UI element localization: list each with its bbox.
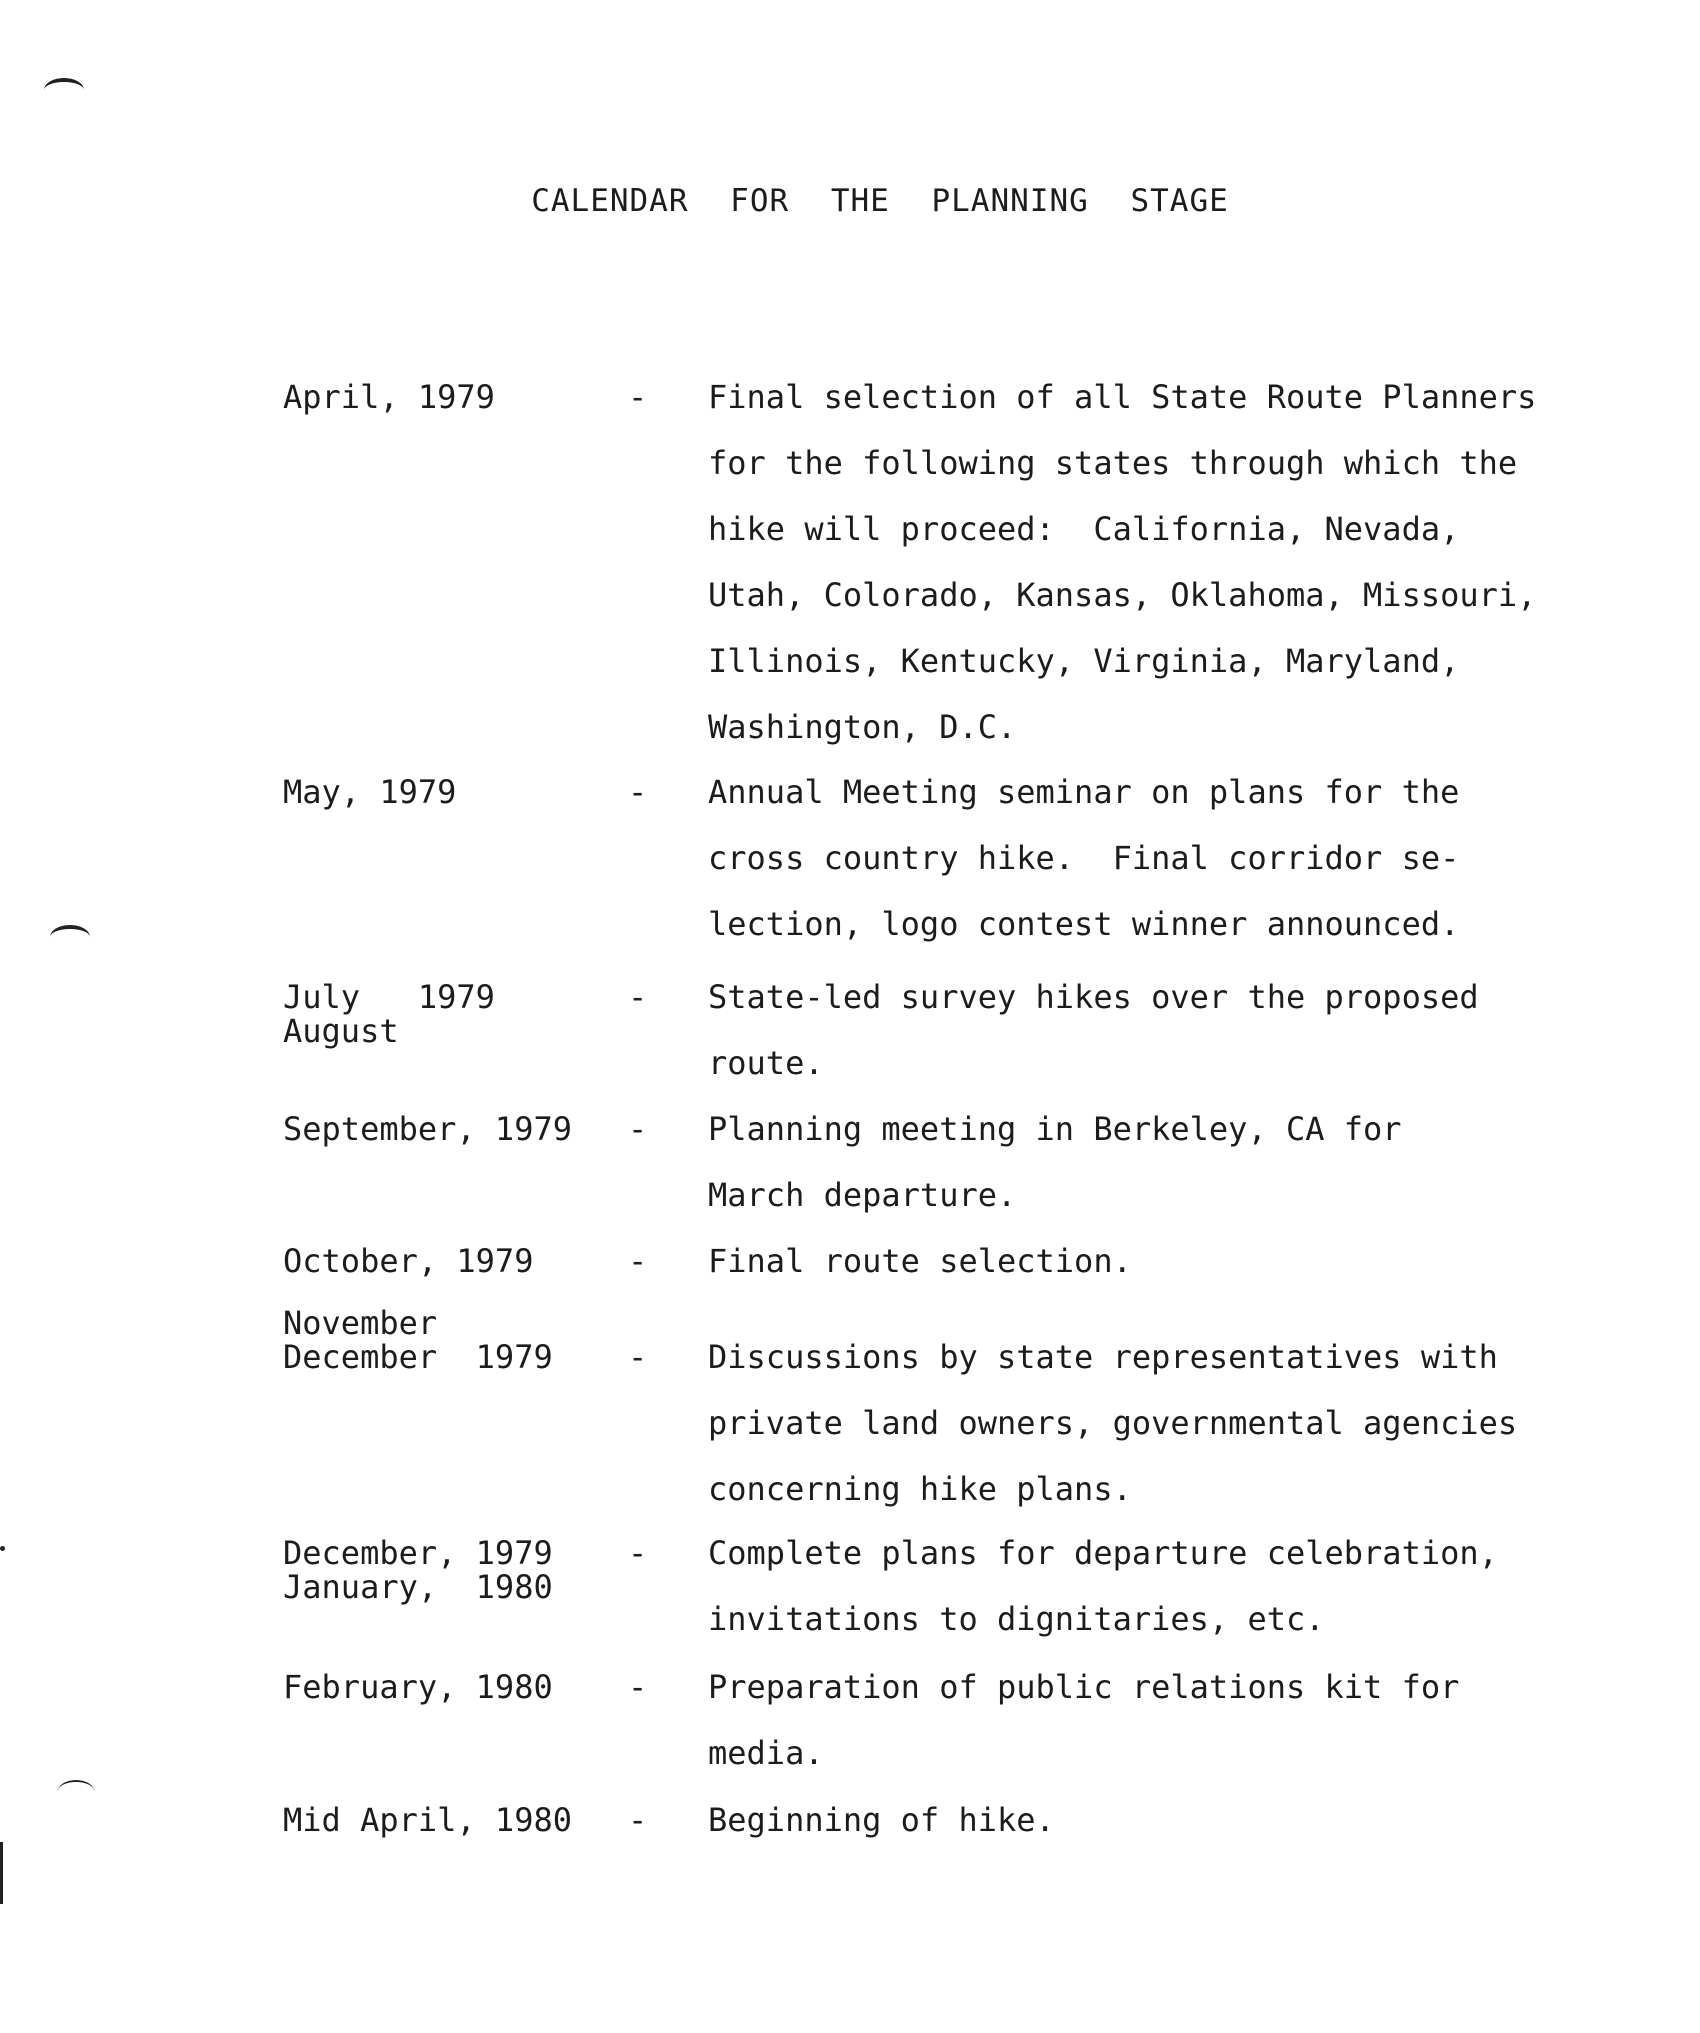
entry-description-line: Final selection of all State Route Planners — [708, 378, 1537, 416]
entry-dash: - — [628, 773, 648, 811]
entry-description — [708, 1654, 1613, 1786]
entry-dash: - — [628, 378, 648, 416]
entry-description-line: media. — [708, 1734, 824, 1772]
entry-description — [708, 759, 1613, 957]
entry-date-line: Mid April, 1980 — [283, 1801, 572, 1839]
entry-description-line: Final route selection. — [708, 1242, 1132, 1280]
entry-description — [708, 1520, 1613, 1652]
entry-date — [283, 380, 613, 414]
entry-description-line: March departure. — [708, 1176, 1017, 1214]
entry-description-line: route. — [708, 1044, 824, 1082]
entry-date — [283, 980, 613, 1048]
entry-date — [283, 1244, 613, 1278]
entry-date — [283, 1803, 613, 1837]
entry-description-line: private land owners, governmental agencies — [708, 1404, 1518, 1442]
entry-description-line: Illinois, Kentucky, Virginia, Maryland, — [708, 642, 1460, 680]
entry-date — [283, 1536, 613, 1604]
entry-dash: - — [628, 1242, 648, 1280]
entry-dash: - — [628, 1110, 648, 1148]
entry-date-line: September, 1979 — [283, 1110, 572, 1148]
entry-description-line: lection, logo contest winner announced. — [708, 905, 1460, 943]
entry-dash: - — [628, 1338, 648, 1376]
entry-description — [708, 1787, 1613, 1853]
entry-description-line: Annual Meeting seminar on plans for the — [708, 773, 1460, 811]
entry-date-line: October, 1979 — [283, 1242, 534, 1280]
entry-description-line: Utah, Colorado, Kansas, Oklahoma, Missouri, — [708, 576, 1537, 614]
binder-hole-mark — [50, 925, 90, 949]
entry-description-line: Preparation of public relations kit for — [708, 1668, 1460, 1706]
entry-date-line: April, 1979 — [283, 378, 495, 416]
entry-date-line: December, 1979 — [283, 1534, 553, 1572]
entry-description-line: Washington, D.C. — [708, 708, 1017, 746]
entry-date — [283, 1306, 613, 1374]
entry-date-line: August — [283, 1012, 399, 1050]
entry-description-line: concerning hike plans. — [708, 1470, 1132, 1508]
entry-description — [708, 1324, 1613, 1522]
entry-date-line: February, 1980 — [283, 1668, 553, 1706]
entry-description — [708, 364, 1613, 760]
entry-dash: - — [628, 1668, 648, 1706]
entry-date-line: November — [283, 1304, 438, 1342]
entry-description-line: State-led survey hikes over the proposed — [708, 978, 1479, 1016]
entry-date — [283, 775, 613, 809]
entry-description-line: Complete plans for departure celebration, — [708, 1534, 1498, 1572]
entry-description-line: Planning meeting in Berkeley, CA for — [708, 1110, 1402, 1148]
entry-date — [283, 1670, 613, 1704]
entry-description-line: Discussions by state representatives with — [708, 1338, 1498, 1376]
entry-dash: - — [628, 978, 648, 1016]
binder-hole-mark — [44, 78, 84, 102]
entry-dash: - — [628, 1801, 648, 1839]
entry-date-line: December 1979 — [283, 1338, 553, 1376]
entry-description — [708, 1228, 1613, 1294]
page-title: CALENDAR FOR THE PLANNING STAGE — [531, 183, 1229, 219]
entry-description — [708, 1096, 1613, 1228]
entry-description-line: cross country hike. Final corridor se- — [708, 839, 1460, 877]
entry-date-line: January, 1980 — [283, 1568, 553, 1606]
entry-description-line: hike will proceed: California, Nevada, — [708, 510, 1460, 548]
page-edge-line — [0, 1842, 3, 1904]
scan-speck — [0, 1546, 5, 1551]
entry-description — [708, 964, 1613, 1096]
entry-date-line: July 1979 — [283, 978, 495, 1016]
entry-description-line: Beginning of hike. — [708, 1801, 1055, 1839]
entry-description-line: for the following states through which the — [708, 444, 1518, 482]
entry-date-line: May, 1979 — [283, 773, 457, 811]
entry-date — [283, 1112, 613, 1146]
entry-dash: - — [628, 1534, 648, 1572]
binder-hole-mark — [58, 1780, 94, 1802]
entry-description-line: invitations to dignitaries, etc. — [708, 1600, 1325, 1638]
